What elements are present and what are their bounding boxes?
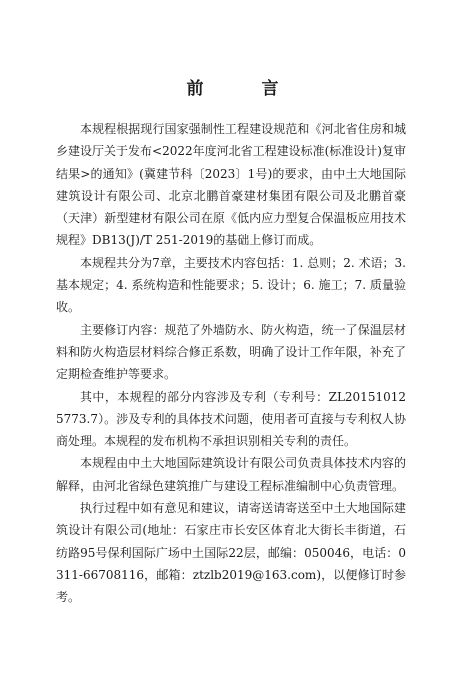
paragraph-feedback: 执行过程中如有意见和建议，请寄送请寄送至中土大地国际建筑设计有限公司(地址：石家庄市长安区体育北大街长丰街道，石纺路95号保利国际广场中土国际22层，邮编：050046，电话：0311-66708116，邮箱：ztzlb2019@163.com)，以便修订时参考。 (56, 501, 406, 605)
paragraph-basis: 本规程根据现行国家强制性工程建设规范和《河北省住房和城乡建设厅关于发布<2022年度河北省工程建设标准(标准设计)复审结果>的通知》(冀建节科〔2023〕1号)的要求，由中土大地国际建筑设计有限公司、北京北鹏首豪建材集团有限公司及北鹏首豪（天津）新型建材有限公司在原《低内应力型复合保温板应用技术规程》DB13(J)/T 251-2019的基础上修订而成。 (56, 122, 406, 248)
paragraph-chapters: 本规程共分为7章，主要技术内容包括：1. 总则；2. 术语；3. 基本规定；4. 系统构造和性能要求；5. 设计；6. 施工；7. 质量验收。 (56, 255, 406, 315)
preface-body (56, 118, 406, 609)
paragraph-interpretation: 本规程由中土大地国际建筑设计有限公司负责具体技术内容的解释，由河北省绿色建筑推广与建设工程标准编制中心负责管理。 (56, 456, 406, 493)
page-title: 前 言 (186, 79, 305, 99)
paragraph-revisions: 主要修订内容：规范了外墙防水、防火构造，统一了保温层材料和防火构造层材料综合修正系数，明确了设计工作年限，补充了定期检查维护等要求。 (56, 322, 406, 382)
paragraph-patent: 其中，本规程的部分内容涉及专利（专利号：ZL20151012 5773.7）。涉及专利的具体技术问题，使用者可直接与专利权人协商处理。本规程的发布机构不承担识别相关专利的责任。 (56, 389, 406, 449)
